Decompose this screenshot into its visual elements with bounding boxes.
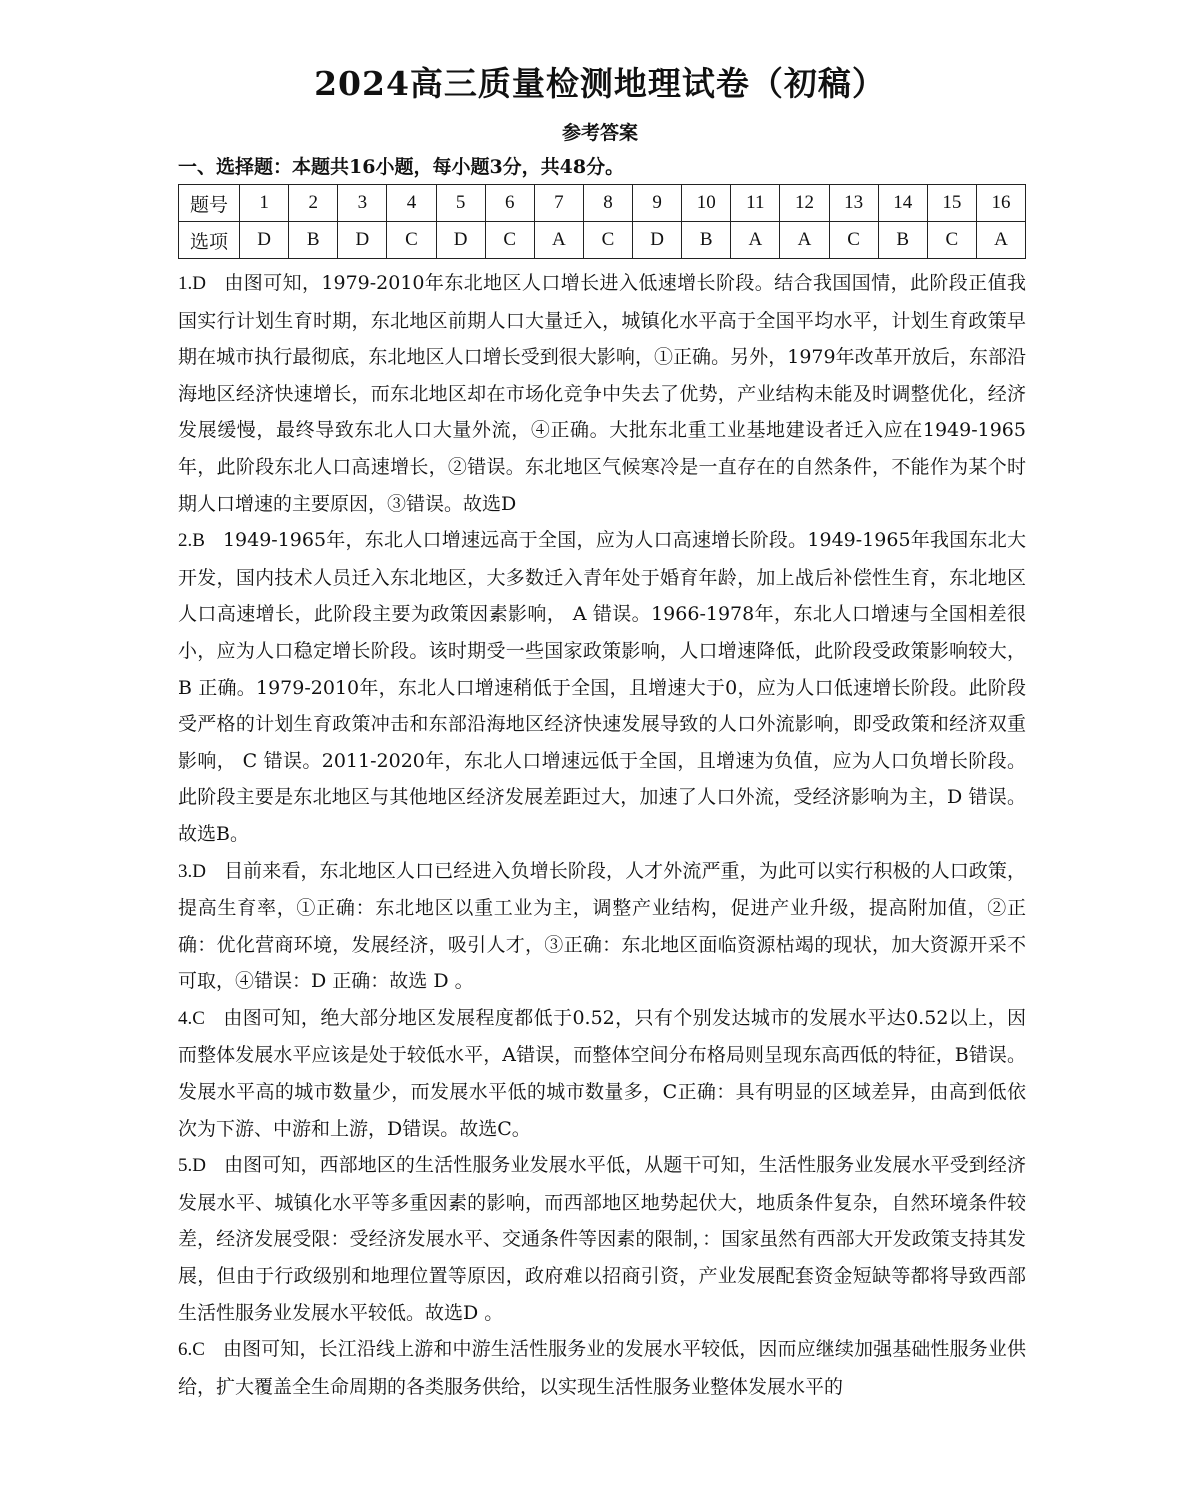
answer-choice-cell: A [780, 222, 829, 259]
explanation-paragraph [178, 1331, 1026, 1405]
table-row-header: 选项 [179, 222, 240, 259]
document-title: 2024高三质量检测地理试卷（初稿） [314, 64, 886, 103]
answer-choice-cell: D [240, 222, 289, 259]
question-answer-label: 5.D [178, 1155, 206, 1177]
answer-table-choice-row [179, 222, 1026, 259]
explanation-paragraph [178, 1147, 1026, 1331]
question-number-cell: 12 [780, 185, 829, 222]
explanations [178, 265, 1026, 1405]
answer-choice-cell: A [534, 222, 583, 259]
question-number-cell: 1 [240, 185, 289, 222]
answer-choice-cell: D [633, 222, 682, 259]
question-number-cell: 4 [387, 185, 436, 222]
answer-choice-cell: C [927, 222, 976, 259]
explanation-text: 目前来看，东北地区人口已经进入负增长阶段，人才外流严重，为此可以实行积极的人口政策，提高生育率，①正确：东北地区以重工业为主，调整产业结构，促进产业升级，提高附加值，②正确：优化营商环境，发展经济，吸引人才，③正确：东北地区面临资源枯竭的现状，加大资源开采不可取，④错误：D 正确：故选 D 。 [178, 859, 1026, 993]
explanation-text: 由图可知，西部地区的生活性服务业发展水平低，从题干可知，生活性服务业发展水平受到经济发展水平、城镇化水平等多重因素的影响，而西部地区地势起伏大，地质条件复杂，自然环境条件较差，经济发展受限：受经济发展水平、交通条件等因素的限制，：国家虽然有西部大开发政策支持其发展，但由于行政级别和地理位置等原因，政府难以招商引资，产业发展配套资金短缺等都将导致西部生活性服务业发展水平较低。故选D 。 [178, 1154, 1026, 1324]
explanation-paragraph [178, 1000, 1026, 1147]
explanation-text: 由图可知，1979-2010年东北地区人口增长进入低速增长阶段。结合我国国情，此阶段正值我国实行计划生育时期，东北地区前期人口大量迁入，城镇化水平高于全国平均水平，计划生育政策早期在城市执行最彻底，东北地区人口增长受到很大影响，①正确。另外，1979年改革开放后，东部沿海地区经济快速增长，而东北地区却在市场化竞争中失去了优势，产业结构未能及时调整优化，经济发展缓慢，最终导致东北人口大量外流，④正确。大批东北重工业基地建设者迁入应在1949-1965年，此阶段东北人口高速增长，②错误。东北地区气候寒冷是一直存在的自然条件，不能作为某个时期人口增速的主要原因，③错误。故选D [178, 272, 1026, 515]
section-heading: 一、选择题：本题共16小题，每小题3分，共48分。 [178, 156, 625, 178]
question-number-cell: 13 [829, 185, 878, 222]
question-answer-label: 1.D [178, 273, 206, 294]
question-answer-label: 6.C [178, 1339, 205, 1361]
explanation-text: 由图可知，绝大部分地区发展程度都低于0.52，只有个别发达城市的发展水平达0.52以上，因而整体发展水平应该是处于较低水平，A错误，而整体空间分布格局则呈现东高西低的特征，B错误。发展水平高的城市数量少，而发展水平低的城市数量多，C正确：具有明显的区域差异，由高到低依次为下游、中游和上游，D错误。故选C。 [178, 1006, 1026, 1140]
answer-choice-cell: C [829, 222, 878, 259]
question-number-cell: 10 [682, 185, 731, 222]
answer-table-number-row [179, 185, 1026, 222]
question-number-cell: 11 [731, 185, 780, 222]
answer-choice-cell: D [436, 222, 485, 259]
answer-choice-cell: A [976, 222, 1025, 259]
explanation-paragraph [178, 853, 1026, 1000]
question-number-cell: 16 [976, 185, 1025, 222]
answer-choice-cell: C [485, 222, 534, 259]
question-number-cell: 15 [927, 185, 976, 222]
question-number-cell: 2 [289, 185, 338, 222]
question-number-cell: 9 [633, 185, 682, 222]
answer-choice-cell: B [289, 222, 338, 259]
question-number-cell: 3 [338, 185, 387, 222]
explanation-paragraph [178, 265, 1026, 522]
answer-choice-cell: B [878, 222, 927, 259]
question-number-cell: 8 [583, 185, 632, 222]
answer-choice-cell: C [387, 222, 436, 259]
explanation-text: 1949-1965年，东北人口增速远高于全国，应为人口高速增长阶段。1949-1965年我国东北大开发，国内技术人员迁入东北地区，大多数迁入青年处于婚育年龄，加上战后补偿性生育，东北地区人口高速增长，此阶段主要为政策因素影响， A 错误。1966-1978年，东北人口增速与全国相差很小，应为人口稳定增长阶段。该时期受一些国家政策影响，人口增速降低，此阶段受政策影响较大， B 正确。1979-2010年，东北人口增速稍低于全国，且增速大于0，应为人口低速增长阶段。此阶段受严格的计划生育政策冲击和东部沿海地区经济快速发展导致的人口外流影响，即受政策和经济双重影响， C 错误。2011-2020年，东北人口增速远低于全国，且增速为负值，应为人口负增长阶段。此阶段主要是东北地区与其他地区经济发展差距过大，加速了人口外流，受经济影响为主，D 错误。故选B。 [178, 529, 1026, 845]
answer-choice-cell: A [731, 222, 780, 259]
question-answer-label: 3.D [178, 860, 206, 882]
explanation-paragraph [178, 522, 1026, 852]
question-number-cell: 7 [534, 185, 583, 222]
answer-choice-cell: B [682, 222, 731, 259]
question-answer-label: 4.C [178, 1007, 205, 1029]
question-number-cell: 6 [485, 185, 534, 222]
explanation-text: 由图可知，长江沿线上游和中游生活性服务业的发展水平较低，因而应继续加强基础性服务业供给，扩大覆盖全生命周期的各类服务供给，以实现生活性服务业整体发展水平的 [178, 1338, 1026, 1398]
answer-choice-cell: D [338, 222, 387, 259]
question-number-cell: 5 [436, 185, 485, 222]
document-subtitle: 参考答案 [561, 122, 638, 144]
question-number-cell: 14 [878, 185, 927, 222]
answer-choice-cell: C [583, 222, 632, 259]
question-answer-label: 2.B [178, 530, 205, 552]
table-row-header: 题号 [179, 185, 240, 222]
answer-table [178, 184, 1026, 259]
